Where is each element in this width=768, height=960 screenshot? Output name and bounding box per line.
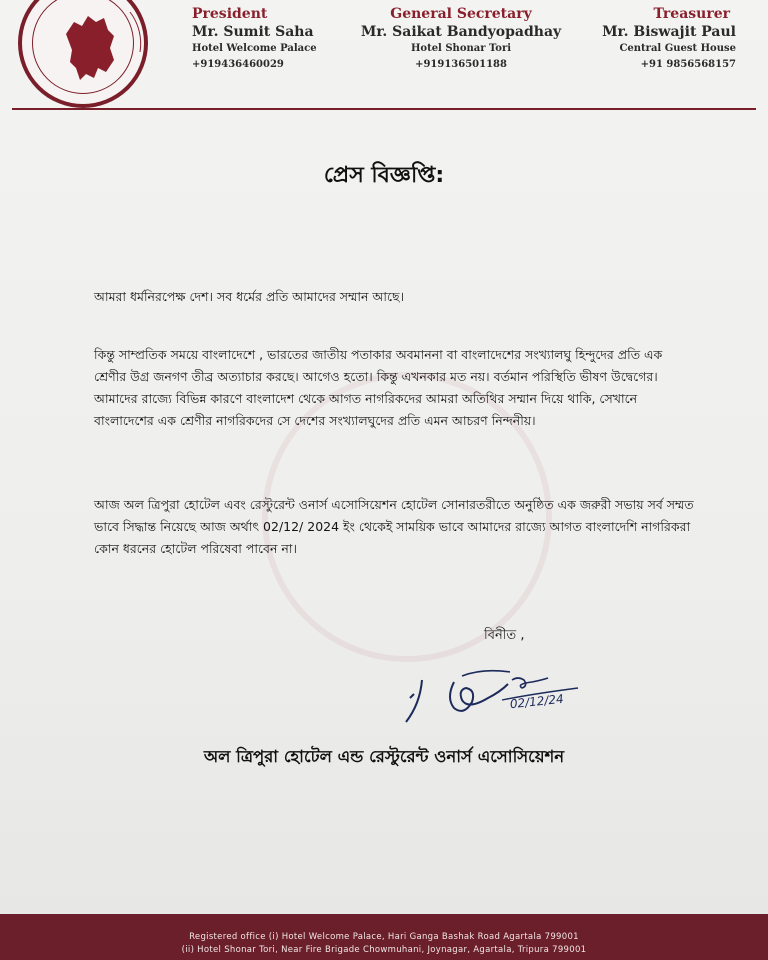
- association-seal-logo: [18, 0, 148, 108]
- closing-salutation: বিনীত ,: [484, 628, 525, 643]
- president-phone: +919436460029: [192, 59, 284, 70]
- paragraph-2: কিন্তু সাম্প্রতিক সময়ে বাংলাদেশে , ভারতের জাতীয় পতাকার অবমাননা বা বাংলাদেশের সংখ্যালঘু হিন্দুদের প্রতি এক শ্রেণীর উগ্র জনগণ তীব্র অত্যাচার করছে। আগেও হতো। কিন্তু এখনকার মত নয়। বর্তমান পরিস্থিতি ভীষণ উদ্বেগের। আমাদের রাজ্যে বিভিন্ন কারণে বাংলাদেশ থেকে আগত নাগরিকদের আমরা অতিথির সম্মান দিয়ে থাকি, সেখানে বাংলাদেশের এক শ্রেণীর নাগরিকদের সে দেশের সংখ্যালঘুদের প্রতি এমন আচরণ নিন্দনীয়।: [94, 347, 663, 428]
- association-name: অল ত্রিপুরা হোটেল এন্ড রেস্টুরেন্ট ওনার্স এসোসিয়েশন: [203, 747, 565, 766]
- general-secretary-phone: +919136501188: [415, 59, 507, 70]
- treasurer-phone: +91 9856568157: [640, 59, 736, 70]
- treasurer-hotel: Central Guest House: [619, 43, 736, 54]
- footer-address-1: Registered office (i) Hotel Welcome Palace, Hari Ganga Bashak Road Agartala 799001: [189, 932, 579, 942]
- president-hotel: Hotel Welcome Palace: [192, 43, 317, 54]
- president-block: [192, 6, 332, 70]
- paragraph-1: আমরা ধর্মনিরপেক্ষ দেশ। সব ধর্মের প্রতি আমাদের সম্মান আছে।: [94, 289, 405, 304]
- tripura-map-icon: [22, 0, 152, 112]
- general-secretary-name: Mr. Saikat Bandyopadhay: [360, 24, 562, 40]
- general-secretary-role: General Secretary: [390, 6, 532, 22]
- treasurer-name: Mr. Biswajit Paul: [602, 24, 736, 40]
- treasurer-block: [586, 6, 736, 70]
- general-secretary-hotel: Hotel Shonar Tori: [410, 43, 512, 54]
- treasurer-role: Treasurer: [653, 6, 730, 22]
- header-divider: [12, 108, 756, 110]
- handwritten-signature-icon: [392, 654, 592, 734]
- paragraph-3: আজ অল ত্রিপুরা হোটেল এবং রেস্টুরেন্ট ওনার্স এসোসিয়েশন হোটেল সোনারতরীতে অনুষ্ঠিত এক জরুরী সভায় সর্ব সম্মত ভাবে সিদ্ধান্ত নিয়েছে আজ অর্থাৎ 02/12/ 2024 ইং থেকেই সাময়িক ভাবে আমাদের রাজ্যে আগত বাংলাদেশি নাগরিকরা কোন ধরনের হোটেল পরিষেবা পাবেন না।: [94, 497, 694, 556]
- president-role: President: [192, 6, 268, 22]
- footer-bar: [0, 914, 768, 960]
- press-release-heading: প্রেস বিজ্ঞপ্তি:: [323, 163, 445, 188]
- president-name: Mr. Sumit Saha: [192, 24, 314, 40]
- general-secretary-block: [356, 6, 566, 70]
- signature-date: 02/12/24: [509, 691, 565, 712]
- footer-address-2: (ii) Hotel Shonar Tori, Near Fire Brigade Chowmuhani, Joynagar, Agartala, Tripura 799001: [181, 945, 587, 955]
